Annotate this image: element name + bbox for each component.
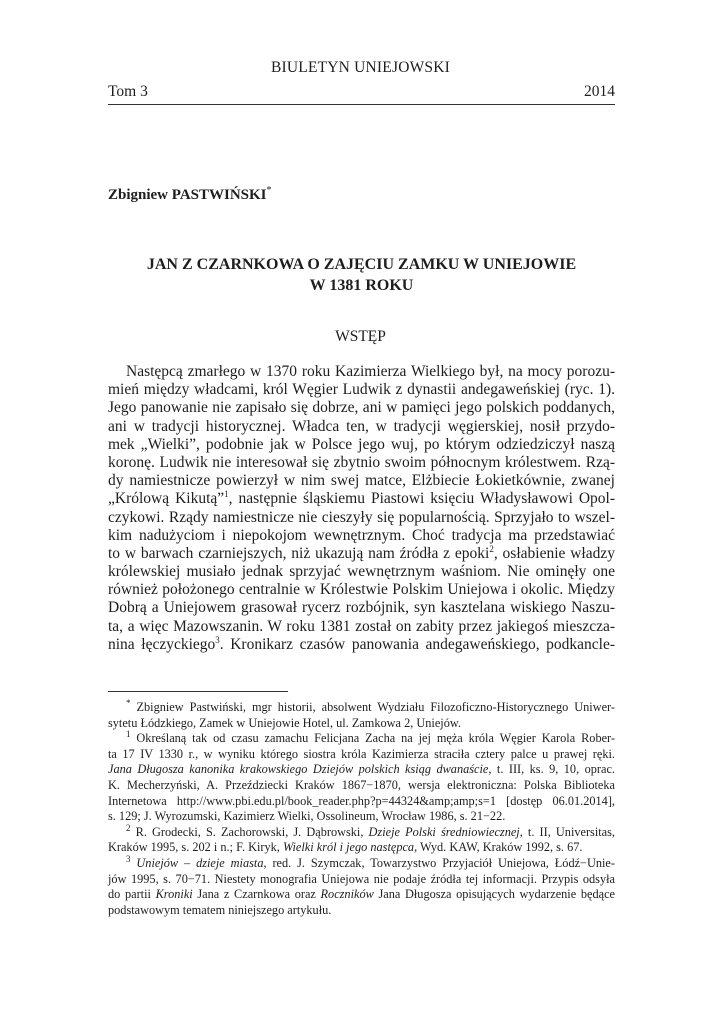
- body-line: Następcą zmarłego w 1370 roku Kazimierza Wielkiego był, na mocy porozu-: [126, 363, 615, 380]
- body-segment: to w barwach czarniejszych, niż ukazują nam źródła z epoki: [108, 544, 490, 562]
- footnote-line: podstawowym tematem niniejszego artykułu.: [108, 902, 332, 917]
- footnote-1: [108, 731, 615, 825]
- footnote-text: Określaną tak od czasu zamachu Felicjana Zacha na jej męża króla Węgier Karola Rober-: [130, 731, 615, 746]
- section-heading: WSTĘP: [335, 328, 386, 345]
- volume-row: [108, 83, 615, 105]
- footnote-mark: *: [126, 697, 131, 708]
- body-line: również położonego centralnie w Królestwie Polskim Uniejowa i okolic. Między: [108, 581, 615, 599]
- body-line: kim nadużyciom i niepokojom wewnętrznym. Choć tradycja ma przedstawiać: [108, 526, 615, 544]
- footnote-line: [108, 840, 615, 856]
- body-line: mień między władcami, król Węgier Ludwik z dynastii andegaweńskiej (ryc. 1).: [108, 381, 615, 399]
- footnote-divider: [108, 691, 288, 692]
- body-line: ani w tradycji historycznej. Władca ten, w tradycji węgierskiej, nosił przydo-: [108, 417, 615, 435]
- footnote-line: [108, 762, 615, 778]
- footnote-line: [108, 697, 615, 716]
- body-line: królewskiej musiało jednak sprzyjać wewnętrznym waśniom. Nie ominęły one: [108, 563, 615, 581]
- footnote-3: [108, 853, 615, 918]
- author-name: [108, 185, 272, 204]
- footnote-mark: 2: [126, 822, 131, 833]
- publication-year: 2014: [584, 83, 615, 100]
- title-line-2: W 1381 ROKU: [309, 277, 414, 294]
- footnote-line: [108, 887, 615, 903]
- footnotes: [108, 697, 615, 918]
- footnote-line: [108, 731, 615, 747]
- footnote-line: [108, 853, 615, 872]
- footnote-line: [108, 822, 615, 841]
- body-segment: nina łęczyckiego: [108, 635, 216, 653]
- body-line: dy namiestnicze powierzył w nim swej matce, Elżbiecie Łokietkównie, zwanej: [108, 472, 615, 490]
- footnote-line: K. Mecherzyński, A. Przeździecki Kraków 1867−1870, wersja elektroniczna: Polska Biblioteka: [108, 777, 615, 792]
- body-segment: , osłabienie władzy: [493, 544, 615, 562]
- footnote-line: sytetu Łódzkiego, Zamek w Uniejowie Hotel, ul. Zamkowa 2, Uniejów.: [108, 715, 461, 730]
- body-line: [108, 636, 615, 654]
- footnote-2: [108, 822, 615, 856]
- footnote-text: Jana Długosza opisujących wydarzenie będące: [373, 887, 615, 902]
- volume-number: Tom 3: [108, 83, 148, 100]
- book-title: Roczników: [320, 887, 374, 902]
- footnote-ref-3: 3: [215, 634, 220, 645]
- body-line: [108, 545, 615, 563]
- footnote-text: do partii: [108, 887, 156, 902]
- footnote-text: Jana z Czarnkowa oraz: [192, 887, 321, 902]
- book-title: Jana Długosza kanonika krakowskiego Dziejów polskich ksiąg dwanaście: [108, 762, 489, 777]
- body-line: mek „Wielki”, podobnie jak w Polsce jego wuj, po którym odziedziczył naszą: [108, 435, 615, 453]
- footnote-text: , t. III, ks. 9, 10, oprac.: [488, 762, 615, 777]
- footnote-text: , Wyd. KAW, Kraków 1992, s. 67.: [414, 840, 583, 855]
- footnote-text: Zbigniew Pastwiński, mgr historii, absolwent Wydziału Filozoficzno-Historycznego Uniwer-: [130, 700, 615, 714]
- body-line: koronę. Ludwik nie interesował się zbytnio swoim północnym królestwem. Rzą-: [108, 453, 615, 471]
- footnote-mark: 1: [126, 729, 131, 740]
- footnote-mark: 3: [126, 853, 131, 864]
- article-title: [108, 254, 615, 296]
- title-line-1: JAN Z CZARNKOWA O ZAJĘCIU ZAMKU W UNIEJOWIE: [146, 256, 577, 273]
- footnote-ref-2: 2: [489, 543, 494, 554]
- footnote-line: s. 129; J. Wyrozumski, Kazimierz Wielki, Ossolineum, Wrocław 1986, s. 21−22.: [108, 809, 506, 824]
- body-segment: „Królową Kikutą”: [108, 490, 225, 508]
- footnote-url-line: Internetowa http://www.pbi.edu.pl/book_reader.php?p=44324&amp;amp;s=1 [dostęp 06.01.2014],: [108, 793, 615, 808]
- footnote-line: ta 17 IV 1330 r., w wyniku którego siostra króla Kazimierza straciła cztery palce u prawej ręki.: [108, 746, 615, 761]
- body-line: czykowi. Rządy namiestnicze nie cieszyły się popularnością. Sprzyjało to wszel-: [108, 508, 615, 526]
- footnote-text: , t. II, Universitas,: [519, 824, 615, 839]
- footnote-author: [108, 697, 615, 731]
- author-first-name: Zbigniew: [108, 187, 172, 203]
- author-footnote-mark: *: [266, 185, 272, 196]
- body-line: ta, a więc Mazowszanin. W roku 1381 został on zabity przez jakiegoś mieszcza-: [108, 617, 615, 635]
- footnote-text: R. Grodecki, S. Zachorowski, J. Dąbrowski,: [130, 824, 369, 839]
- book-title: Wielki król i jego następca: [282, 840, 415, 855]
- footnote-text: Kraków 1995, s. 202 i n.; F. Kiryk,: [108, 840, 283, 855]
- body-text: [108, 363, 615, 654]
- book-title: Kroniki: [155, 887, 193, 902]
- book-title: Dzieje Polski średniowiecznej: [368, 824, 520, 839]
- body-line: [108, 490, 615, 508]
- body-line: Jego panowanie nie zapisało się dobrze, ani w pamięci jego polskich poddanych,: [108, 399, 615, 417]
- journal-title: BIULETYN UNIEJOWSKI: [270, 59, 450, 76]
- body-line: Dobrą a Uniejowem grasował rycerz rozbójnik, syn kasztelana wiskiego Naszu-: [108, 599, 615, 617]
- body-segment: , następnie śląskiemu Piastowi księciu Władysławowi Opol-: [228, 490, 616, 508]
- author-last-name: PASTWIŃSKI: [171, 187, 267, 203]
- body-segment: . Kronikarz czasów panowania andegaweńskiego, podkancle-: [219, 635, 616, 653]
- footnote-text: , red. J. Szymczak, Towarzystwo Przyjaciół Uniejowa, Łódź−Unie-: [263, 855, 615, 870]
- book-title: Uniejów – dzieje miasta: [136, 855, 264, 870]
- footnote-line: jów 1995, s. 70−71. Niestety monografia Uniejowa nie podaje źródła tej informacji. Przypis odsyła: [108, 871, 615, 886]
- footnote-ref-1: 1: [224, 489, 229, 500]
